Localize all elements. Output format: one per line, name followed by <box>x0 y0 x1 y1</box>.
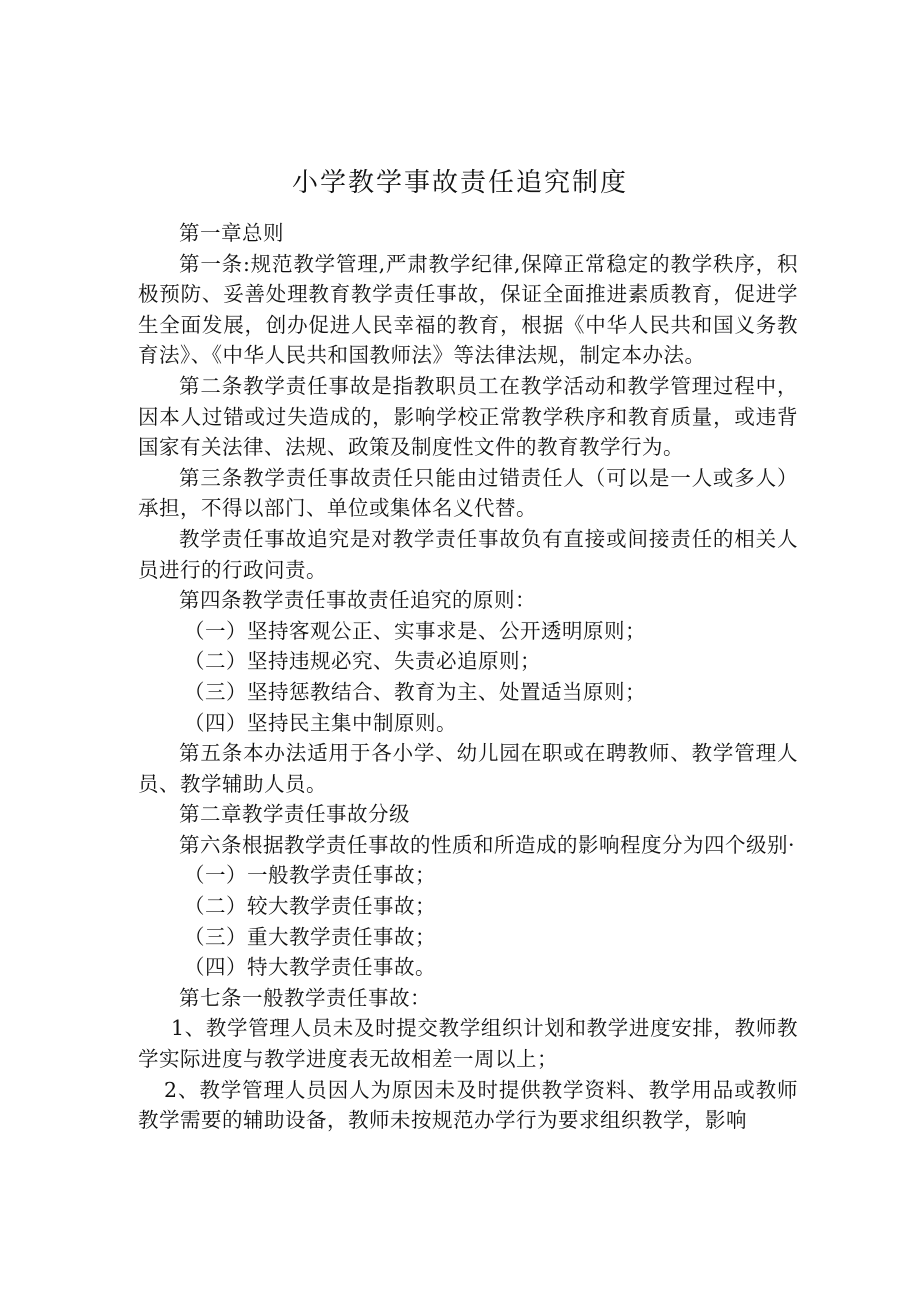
chapter-heading: 第二章教学责任事故分级 <box>179 802 410 827</box>
principle-item: （三）坚持惩教结合、教育为主、处置适当原则； <box>184 679 646 704</box>
article-2: 第二条教学责任事故是指教职员工在教学活动和教学管理过程中，因本人过错或过失造成的，影响学校正常教学秩序和教育质量，或违背国家有关法律、法规、政策及制度性文件的教育教学行为。 <box>138 373 798 460</box>
article-4: 第四条教学责任事故责任追究的原则： <box>179 588 536 613</box>
article-3-note: 教学责任事故追究是对教学责任事故负有直接或间接责任的相关人员进行的行政问责。 <box>138 526 798 582</box>
article-6: 第六条根据教学责任事故的性质和所造成的影响程度分为四个级别· <box>179 832 796 857</box>
document-body <box>138 218 798 1136</box>
article-1: 第一条:规范教学管理,严肃教学纪律,保障正常稳定的教学秩序，积极预防、妥善处理教育教学责任事故，保证全面推进素质教育，促进学生全面发展，创办促进人民幸福的教育，根据《中华人民共和国义务教育法》、《中华人民共和国教师法》等法律法规，制定本办法。 <box>138 251 798 368</box>
article-7: 第七条一般教学责任事故： <box>179 985 431 1010</box>
numbered-item: 1、教学管理人员未及时提交教学组织计划和教学进度安排，教师教学实际进度与教学进度表无故相差一周以上； <box>138 1016 798 1072</box>
document-title: 小学教学事故责任追究制度 <box>291 168 628 198</box>
numbered-item: 2、教学管理人员因人为原因未及时提供教学资料、教学用品或教师教学需要的辅助设备，教师未按规范办学行为要求组织教学，影响 <box>138 1077 798 1133</box>
level-item: （四）特大教学责任事故。 <box>184 955 436 980</box>
principle-item: （四）坚持民主集中制原则。 <box>184 710 457 735</box>
chapter-heading: 第一章总则 <box>179 221 284 245</box>
level-item: （三）重大教学责任事故； <box>184 924 436 949</box>
principle-item: （二）坚持违规必究、失责必追原则； <box>184 649 541 674</box>
principle-item: （一）坚持客观公正、实事求是、公开透明原则； <box>184 618 646 643</box>
article-3: 第三条教学责任事故责任只能由过错责任人（可以是一人或多人）承担，不得以部门、单位或集体名义代替。 <box>138 465 798 521</box>
level-item: （一）一般教学责任事故； <box>184 863 436 888</box>
level-item: （二）较大教学责任事故； <box>184 894 436 919</box>
article-5: 第五条本办法适用于各小学、幼儿园在职或在聘教师、教学管理人员、教学辅助人员。 <box>138 741 798 796</box>
